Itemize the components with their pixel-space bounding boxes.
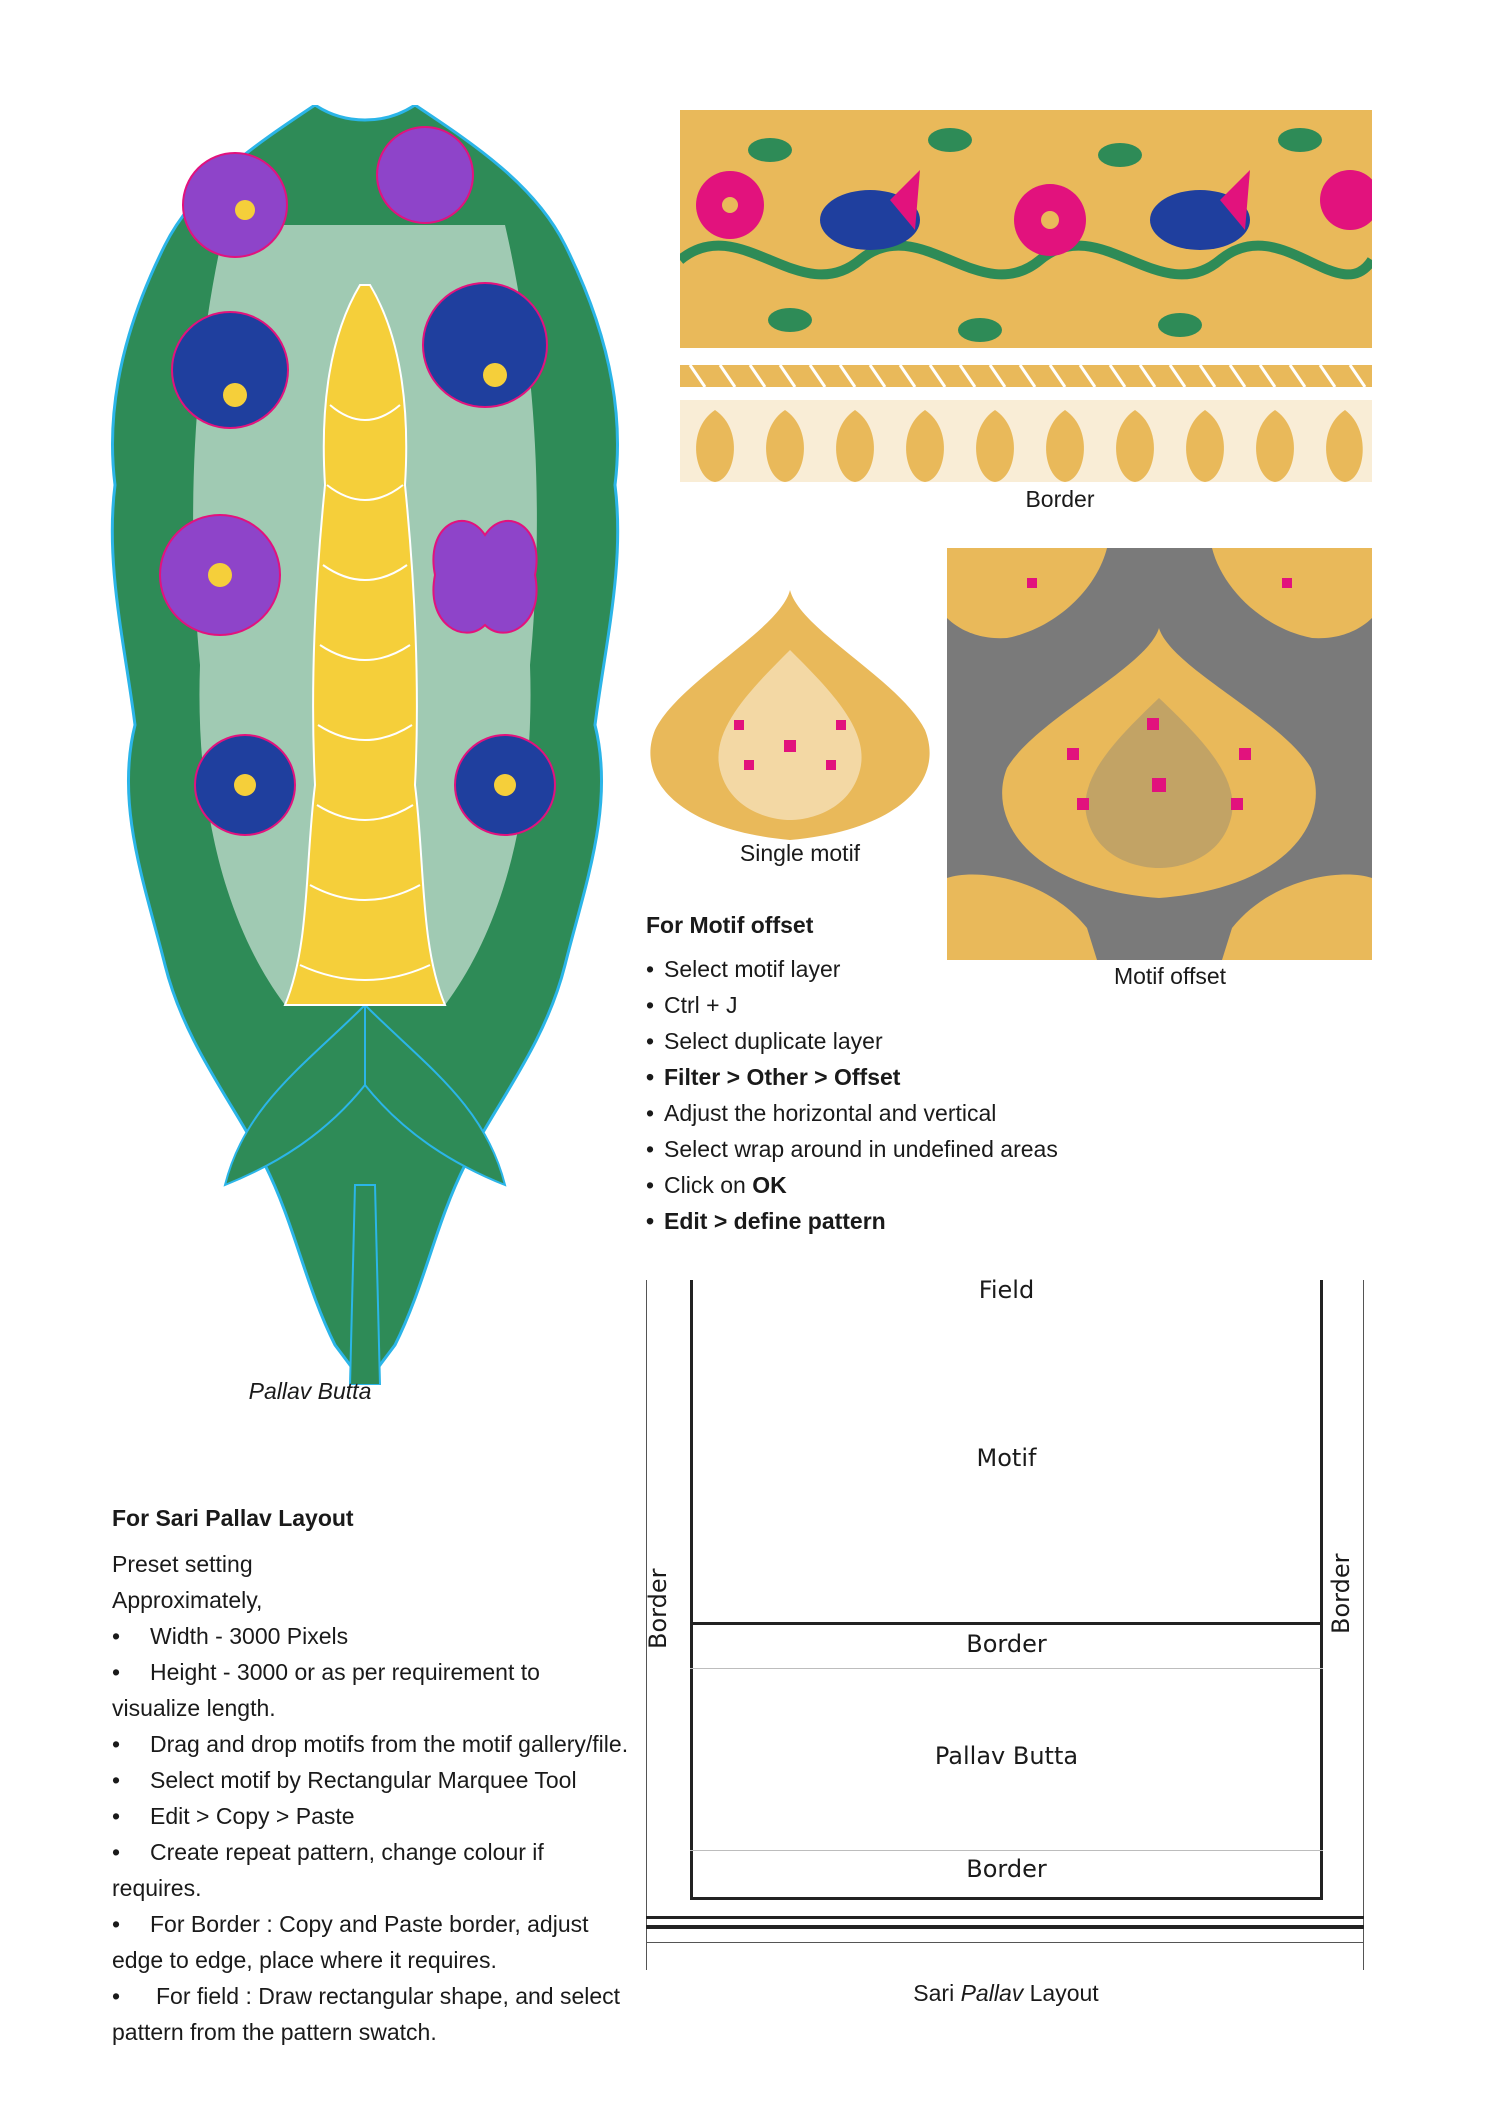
sari-pallav-instructions xyxy=(112,1505,632,2050)
layout-border-top-label: Border xyxy=(966,1630,1047,1658)
motif-offset-heading: For Motif offset xyxy=(646,912,814,938)
layout-border-right-label: Border xyxy=(1327,1553,1355,1634)
layout-base-line-3 xyxy=(646,1942,1364,1943)
pallav-butta-caption: Pallav Butta xyxy=(248,1378,372,1404)
list-item: • Width - 3000 Pixels xyxy=(112,1623,349,1649)
preset-setting-text: Preset setting xyxy=(112,1551,253,1577)
motif-offset-instructions xyxy=(646,912,1286,1239)
sari-pallav-heading: For Sari Pallav Layout xyxy=(112,1505,354,1531)
list-item: • Adjust the horizontal and vertical xyxy=(646,1095,1286,1131)
layout-border-top-line xyxy=(690,1622,1323,1625)
layout-base-line-2 xyxy=(646,1925,1364,1929)
approximately-text: Approximately, xyxy=(112,1587,263,1613)
border-caption: Border xyxy=(1025,486,1095,512)
list-item: • Edit > define pattern xyxy=(646,1203,1286,1239)
list-item: • Ctrl + J xyxy=(646,987,1286,1023)
layout-base-line-1 xyxy=(646,1916,1364,1919)
layout-left-inner-line xyxy=(690,1280,693,1900)
list-item: • Select duplicate layer xyxy=(646,1023,1286,1059)
sari-pallav-layout-diagram xyxy=(644,1276,1366,1980)
border-illustration xyxy=(680,110,1372,482)
list-item: • For Border : Copy and Paste border, adjust edge to edge, place where it requires. xyxy=(112,1911,589,1973)
single-motif-caption: Single motif xyxy=(739,840,861,866)
list-item: • Select motif by Rectangular Marquee Tool xyxy=(112,1767,577,1793)
list-item: • Filter > Other > Offset xyxy=(646,1059,1286,1095)
layout-motif-label: Motif xyxy=(976,1444,1037,1472)
layout-right-outer-line xyxy=(1363,1280,1364,1970)
layout-pallav-butta-label: Pallav Butta xyxy=(934,1742,1079,1770)
layout-border-bottom-line xyxy=(690,1897,1323,1900)
list-item: • Drag and drop motifs from the motif gallery/file. xyxy=(112,1731,629,1757)
single-motif-illustration xyxy=(640,590,940,840)
list-item: • Click on OK xyxy=(646,1167,1286,1203)
list-item: • Height - 3000 or as per requirement to visualize length. xyxy=(112,1659,540,1721)
layout-field-label: Field xyxy=(978,1276,1035,1304)
layout-border-top-inner-line xyxy=(690,1668,1323,1669)
layout-border-bottom-label: Border xyxy=(966,1855,1047,1883)
motif-offset-caption: Motif offset xyxy=(1113,963,1227,989)
pallav-butta-illustration xyxy=(105,105,625,1385)
sari-pallav-layout-caption: Sari Pallav Layout xyxy=(913,1980,1099,2006)
list-item: • Create repeat pattern, change colour if requires. xyxy=(112,1839,544,1901)
layout-border-bottom-inner-line xyxy=(690,1850,1323,1851)
list-item: • For field : Draw rectangular shape, and select pattern from the pattern swatch. xyxy=(112,1983,621,2045)
motif-offset-illustration xyxy=(947,548,1372,960)
list-item: • Select motif layer xyxy=(646,951,1286,987)
list-item: • Edit > Copy > Paste xyxy=(112,1803,355,1829)
motif-offset-steps xyxy=(646,951,1286,1239)
list-item: • Select wrap around in undefined areas xyxy=(646,1131,1286,1167)
layout-right-inner-line xyxy=(1320,1280,1323,1900)
layout-border-left-label: Border xyxy=(644,1568,672,1649)
